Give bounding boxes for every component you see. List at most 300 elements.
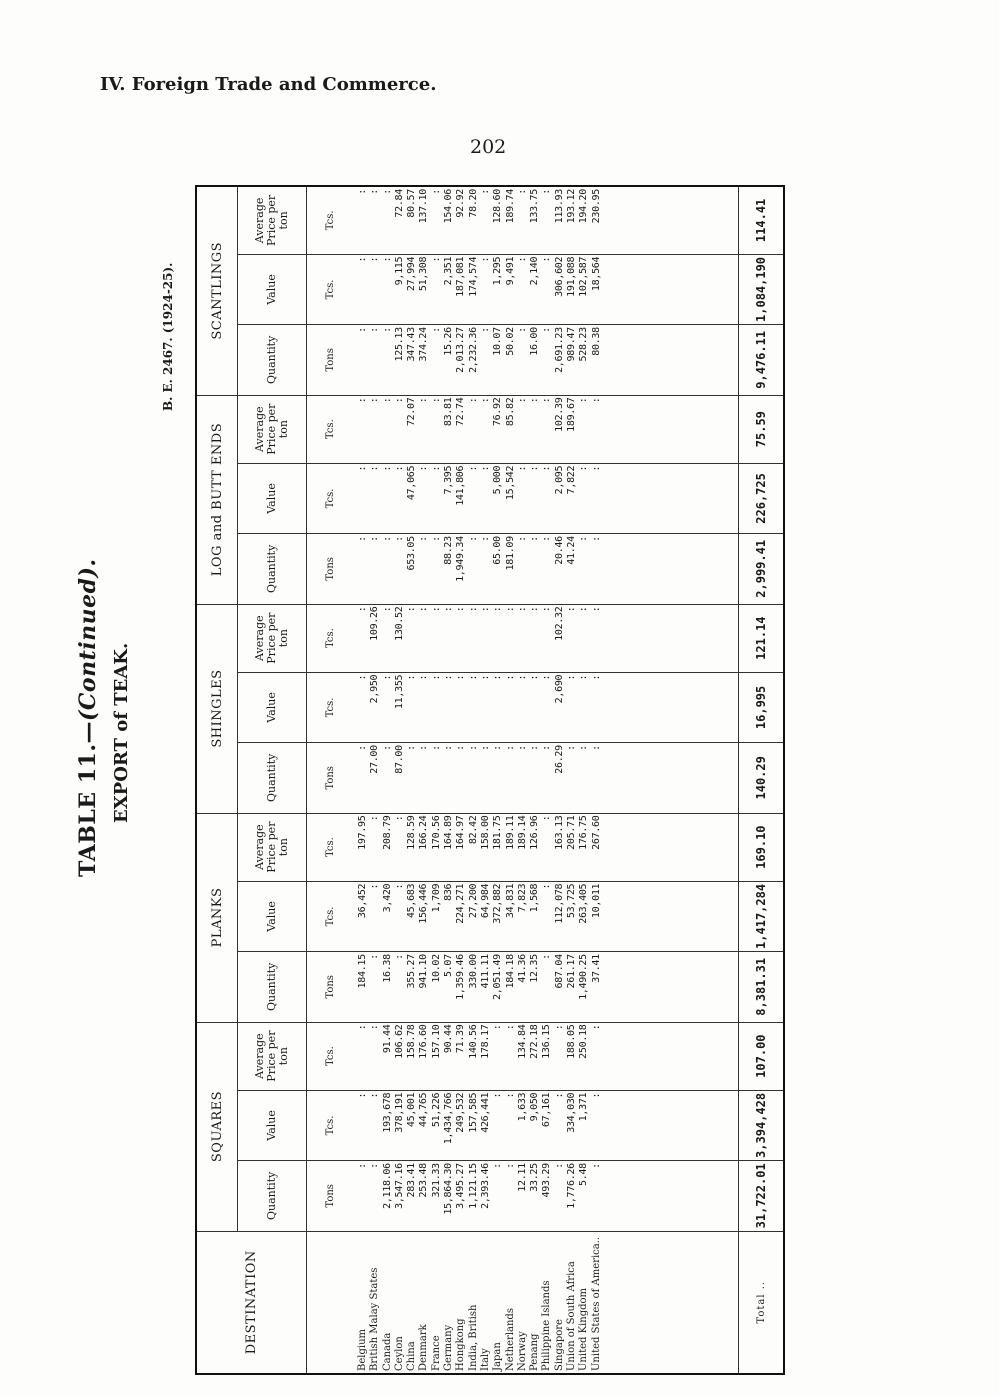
- destination-item: British Malay States: [369, 1267, 381, 1371]
- total-log-quantity: 2,999.41: [739, 534, 785, 604]
- table-cell: 306,602: [553, 256, 565, 297]
- table-cell: 92.92: [455, 189, 467, 218]
- table-cell: :: [492, 1092, 504, 1099]
- table-cell: 188.05: [566, 1024, 578, 1059]
- table-cell: 7,822: [566, 465, 578, 495]
- table-cell: 109.26: [369, 606, 381, 641]
- table-cell: :: [369, 465, 381, 472]
- table-cell: 2,690: [553, 674, 565, 704]
- table-cell: 51,308: [418, 256, 430, 292]
- squares-value-col-header: Value: [238, 1090, 307, 1160]
- table-cell: :: [479, 536, 491, 542]
- table-cell: 90.44: [443, 1024, 455, 1054]
- table-cell: 493.29: [541, 1163, 553, 1198]
- table-cell: :: [369, 954, 381, 960]
- table-title-block: [75, 277, 132, 877]
- table-cell: :: [504, 745, 516, 751]
- table-cell: :: [357, 536, 368, 542]
- table-cell: 7,395: [443, 465, 455, 495]
- destination-item: Penang: [529, 1333, 541, 1371]
- table-cell: 157.10: [430, 1024, 442, 1059]
- table-cell: :: [578, 745, 590, 751]
- table-cell: 76.92: [492, 397, 504, 427]
- table-cell: 334,030: [566, 1092, 578, 1133]
- table-cell: :: [430, 536, 442, 542]
- table-cell: 230.95: [590, 189, 602, 224]
- reference-label: B. E. 2467. (1924-25).: [161, 262, 175, 411]
- table-cell: :: [381, 745, 393, 751]
- table-cell: 189.14: [516, 815, 528, 850]
- table-cell: :: [381, 465, 393, 472]
- table-cell: 65.00: [492, 536, 504, 565]
- table-cell: :: [492, 606, 504, 613]
- table-cell: :: [516, 189, 528, 195]
- table-cell: :: [566, 606, 578, 613]
- table-cell: 5.48: [578, 1163, 590, 1187]
- scantlings-header: SCANTLINGS: [196, 186, 238, 395]
- table-cell: :: [529, 606, 541, 613]
- table-cell: 10.02: [430, 954, 442, 983]
- shingles-quantity-unit: Tons: [307, 743, 354, 813]
- log-butt-value-col-header: Value: [238, 463, 307, 533]
- table-cell: 3,420: [381, 883, 393, 913]
- table-cell: :: [406, 745, 418, 751]
- table-cell: 9,050: [529, 1092, 541, 1122]
- table-cell: 130.52: [393, 606, 405, 641]
- table-cell: :: [369, 1163, 381, 1169]
- table-cell: :: [529, 674, 541, 681]
- table-cell: :: [418, 745, 430, 751]
- table-cell: 26.29: [553, 745, 565, 774]
- table-cell: :: [516, 606, 528, 613]
- table-cell: 113.93: [553, 189, 565, 224]
- total-planks-quantity: 8,381.31: [739, 952, 785, 1022]
- table-cell: 12.11: [516, 1163, 528, 1192]
- table-cell: 267.60: [590, 815, 602, 850]
- table-cell: :: [590, 536, 602, 542]
- table-cell: 3,547.16: [393, 1163, 405, 1209]
- table-cell: :: [406, 674, 418, 681]
- log-butt-avg-unit: Tcs.: [307, 395, 354, 463]
- table-cell: 191,088: [566, 256, 578, 297]
- table-cell: 1,949.34: [455, 536, 467, 582]
- table-cell: 283.41: [406, 1163, 418, 1198]
- log-butt-quantity-column: [353, 534, 739, 604]
- table-cell: 1,359.46: [455, 954, 467, 1000]
- table-cell: 176.60: [418, 1024, 430, 1059]
- table-cell: 72.84: [393, 189, 405, 218]
- table-cell: :: [578, 536, 590, 542]
- table-cell: :: [492, 674, 504, 681]
- shingles-avg-col-header: Average Price per ton: [238, 604, 307, 672]
- table-cell: 208.79: [381, 815, 393, 850]
- table-cell: 128.60: [492, 189, 504, 224]
- total-log-avg: 75.59: [739, 395, 785, 463]
- table-cell: 2,051.49: [492, 954, 504, 1000]
- table-cell: 1,371: [578, 1092, 590, 1122]
- destination-item: Belgium: [357, 1329, 368, 1371]
- table-cell: 1,568: [529, 883, 541, 913]
- table-cell: 941.10: [418, 954, 430, 989]
- table-cell: 189.11: [504, 815, 516, 850]
- table-cell: 16.38: [381, 954, 393, 983]
- table-cell: :: [541, 189, 553, 195]
- destination-item: Italy: [479, 1348, 491, 1371]
- log-butt-avg-column: [353, 395, 739, 463]
- table-cell: 91.44: [381, 1024, 393, 1054]
- table-cell: 178.17: [479, 1024, 491, 1059]
- total-squares-avg: 107.00: [739, 1022, 785, 1090]
- table-cell: 330.00: [467, 954, 479, 989]
- table-cell: 2,118.06: [381, 1163, 393, 1209]
- table-cell: :: [369, 1024, 381, 1031]
- table-cell: 836: [443, 883, 455, 901]
- table-cell: :: [393, 815, 405, 822]
- squares-quantity-col-header: Quantity: [238, 1161, 307, 1231]
- table-cell: :: [541, 815, 553, 822]
- table-cell: 2,393.46: [479, 1163, 491, 1209]
- table-cell: 347.43: [406, 327, 418, 362]
- table-cell: 1,121.15: [467, 1163, 479, 1209]
- table-cell: 205.71: [566, 815, 578, 850]
- destination-item: Japan: [492, 1342, 504, 1371]
- table-cell: 193.12: [566, 189, 578, 224]
- destination-item: Norway: [516, 1331, 528, 1371]
- table-cell: :: [566, 674, 578, 681]
- squares-quantity-unit: Tons: [307, 1161, 354, 1231]
- table-cell: 85.82: [504, 397, 516, 427]
- scantlings-quantity-col-header: Quantity: [238, 325, 307, 395]
- table-cell: 1,434,766: [443, 1092, 455, 1145]
- table-cell: :: [492, 1163, 504, 1169]
- table-cell: 197.95: [357, 815, 368, 850]
- table-cell: 50.02: [504, 327, 516, 356]
- table-cell: :: [393, 536, 405, 542]
- table-cell: 83.81: [443, 397, 455, 427]
- table-cell: 27,200: [467, 883, 479, 919]
- table-cell: 2,232.36: [467, 327, 479, 373]
- table-cell: 45,683: [406, 883, 418, 919]
- table-cell: 136.15: [541, 1024, 553, 1059]
- table-cell: :: [479, 674, 491, 681]
- table-cell: :: [479, 327, 491, 333]
- table-cell: :: [430, 189, 442, 195]
- scantlings-avg-unit: Tcs.: [307, 186, 354, 254]
- total-planks-avg: 169.10: [739, 813, 785, 881]
- table-cell: :: [516, 256, 528, 263]
- table-cell: 261.17: [566, 954, 578, 989]
- table-cell: :: [479, 745, 491, 751]
- table-cell: :: [430, 256, 442, 263]
- table-cell: 154.06: [443, 189, 455, 224]
- destination-item: Singapore: [553, 1319, 565, 1371]
- table-cell: 82.42: [467, 815, 479, 845]
- planks-quantity-col-header: Quantity: [238, 952, 307, 1022]
- table-cell: :: [516, 536, 528, 542]
- table-number: TABLE 11.—: [75, 720, 101, 877]
- table-cell: 37.41: [590, 954, 602, 983]
- table-cell: :: [381, 606, 393, 613]
- table-cell: :: [590, 465, 602, 472]
- squares-header: SQUARES: [196, 1022, 238, 1231]
- table-cell: 78.20: [467, 189, 479, 218]
- section-header: IV. Foreign Trade and Commerce.: [100, 74, 437, 95]
- table-cell: :: [479, 465, 491, 472]
- table-cell: :: [541, 536, 553, 542]
- table-cell: :: [369, 327, 381, 333]
- table-cell: 163.13: [553, 815, 565, 850]
- shingles-header: SHINGLES: [196, 604, 238, 813]
- table-cell: :: [590, 745, 602, 751]
- table-cell: 687.04: [553, 954, 565, 989]
- total-scantlings-quantity: 9,476.11: [739, 325, 785, 395]
- squares-quantity-column: [353, 1161, 739, 1231]
- table-cell: 189.67: [566, 397, 578, 432]
- table-cell: 253.48: [418, 1163, 430, 1198]
- log-butt-quantity-unit: Tons: [307, 534, 354, 604]
- destination-item: China: [406, 1341, 418, 1371]
- table-cell: 2,013.27: [455, 327, 467, 373]
- table-cell: 5.07: [443, 954, 455, 978]
- table-cell: 1,633: [516, 1092, 528, 1122]
- table-cell: :: [467, 465, 479, 472]
- destination-item: Ceylon: [393, 1336, 405, 1371]
- table-cell: :: [541, 465, 553, 472]
- table-cell: :: [504, 606, 516, 613]
- table-cell: 72.74: [455, 397, 467, 427]
- table-cell: :: [418, 606, 430, 613]
- shingles-avg-column: [353, 604, 739, 672]
- table-cell: 372,882: [492, 883, 504, 924]
- table-cell: :: [381, 536, 393, 542]
- table-cell: :: [418, 674, 430, 681]
- table-cell: 164.97: [455, 815, 467, 850]
- table-cell: :: [479, 397, 491, 404]
- table-cell: 80.57: [406, 189, 418, 218]
- table-cell: :: [590, 1163, 602, 1169]
- table-cell: 41.24: [566, 536, 578, 565]
- table-cell: :: [381, 674, 393, 681]
- table-cell: :: [578, 397, 590, 404]
- scantlings-avg-column: [353, 186, 739, 254]
- destination-item: Philippine Islands: [541, 1280, 553, 1371]
- table-cell: :: [541, 954, 553, 960]
- table-cell: :: [516, 327, 528, 333]
- table-cell: :: [516, 397, 528, 404]
- table-cell: :: [357, 606, 368, 613]
- destination-item: France: [430, 1335, 442, 1371]
- table-cell: 7,823: [516, 883, 528, 913]
- table-cell: :: [369, 536, 381, 542]
- table-cell: :: [504, 1024, 516, 1031]
- table-cell: 170.56: [430, 815, 442, 850]
- table-cell: :: [479, 606, 491, 613]
- table-cell: :: [369, 256, 381, 263]
- total-scantlings-avg: 114.41: [739, 186, 785, 254]
- shingles-value-col-header: Value: [238, 672, 307, 742]
- unit-blank: [307, 1231, 354, 1374]
- log-butt-value-unit: Tcs.: [307, 463, 354, 533]
- table-cell: 45,001: [406, 1092, 418, 1128]
- planks-avg-column: [353, 813, 739, 881]
- table-cell: 11,355: [393, 674, 405, 710]
- table-cell: 15.26: [443, 327, 455, 356]
- planks-avg-col-header: Average Price per ton: [238, 813, 307, 881]
- table-cell: :: [418, 536, 430, 542]
- destination-header: DESTINATION: [196, 1231, 307, 1374]
- destination-list: [353, 1231, 739, 1374]
- log-butt-value-column: [353, 463, 739, 533]
- destination-item: Hongkong: [455, 1318, 467, 1371]
- total-scantlings-value: 1,084,190: [739, 254, 785, 324]
- table-cell: 224,271: [455, 883, 467, 924]
- table-cell: 18,564: [590, 256, 602, 292]
- planks-quantity-unit: Tons: [307, 952, 354, 1022]
- table-cell: 249,532: [455, 1092, 467, 1133]
- destination-item: Canada: [381, 1332, 393, 1371]
- table-cell: :: [443, 606, 455, 613]
- table-cell: 2,950: [369, 674, 381, 704]
- table-subtitle: EXPORT of TEAK.: [111, 642, 132, 823]
- table-cell: 137.10: [418, 189, 430, 224]
- table-cell: :: [553, 1092, 565, 1099]
- table-cell: :: [357, 1163, 368, 1169]
- table-cell: :: [516, 465, 528, 472]
- destination-item: Denmark: [418, 1324, 430, 1371]
- table-cell: 71.39: [455, 1024, 467, 1054]
- table-cell: :: [467, 606, 479, 613]
- table-cell: :: [578, 606, 590, 613]
- total-shingles-quantity: 140.29: [739, 743, 785, 813]
- table-cell: 16.00: [529, 327, 541, 356]
- table-cell: 156,446: [418, 883, 430, 924]
- table-cell: 3,495.27: [455, 1163, 467, 1209]
- scantlings-value-column: [353, 254, 739, 324]
- table-cell: 184.15: [357, 954, 368, 989]
- table-cell: :: [479, 256, 491, 263]
- table-cell: 64,984: [479, 883, 491, 919]
- table-cell: :: [393, 397, 405, 404]
- table-cell: 263,405: [578, 883, 590, 924]
- table-cell: :: [553, 1024, 565, 1031]
- table-title: [75, 277, 101, 877]
- table-cell: :: [553, 1163, 565, 1169]
- table-cell: :: [381, 189, 393, 195]
- table-cell: 34,831: [504, 883, 516, 919]
- table-cell: :: [504, 1163, 516, 1169]
- squares-value-unit: Tcs.: [307, 1090, 354, 1160]
- table-cell: :: [357, 1092, 368, 1099]
- shingles-quantity-column: [353, 743, 739, 813]
- destination-item: Germany: [443, 1324, 455, 1371]
- table-cell: 141,806: [455, 465, 467, 506]
- table-cell: :: [578, 465, 590, 472]
- table-cell: :: [467, 536, 479, 542]
- destination-item: Netherlands: [504, 1308, 516, 1371]
- table-cell: :: [590, 1092, 602, 1099]
- table-cell: :: [430, 327, 442, 333]
- table-cell: :: [504, 1092, 516, 1099]
- table-cell: :: [430, 397, 442, 404]
- total-label: Total ..: [739, 1231, 785, 1374]
- table-cell: 653.05: [406, 536, 418, 571]
- table-cell: :: [516, 674, 528, 681]
- table-cell: 193,678: [381, 1092, 393, 1133]
- table-cell: 41.36: [516, 954, 528, 983]
- table-cell: :: [430, 674, 442, 681]
- planks-quantity-column: [353, 952, 739, 1022]
- table-cell: 374.24: [418, 327, 430, 362]
- table-cell: 125.13: [393, 327, 405, 362]
- table-cell: :: [492, 1024, 504, 1031]
- table-cell: :: [541, 327, 553, 333]
- table-cell: :: [443, 745, 455, 751]
- scantlings-value-unit: Tcs.: [307, 254, 354, 324]
- table-cell: :: [541, 606, 553, 613]
- destination-item: Union of South Africa: [566, 1261, 578, 1371]
- table-cell: 2,140: [529, 256, 541, 286]
- table-cell: 9,491: [504, 256, 516, 286]
- table-cell: 189.74: [504, 189, 516, 224]
- total-log-value: 226,725: [739, 463, 785, 533]
- table-cell: 1,776.26: [566, 1163, 578, 1209]
- table-cell: 128.59: [406, 815, 418, 850]
- table-cell: 2,095: [553, 465, 565, 495]
- table-cell: 15,542: [504, 465, 516, 501]
- table-cell: 10.07: [492, 327, 504, 356]
- table-cell: :: [541, 745, 553, 751]
- table-cell: 102,587: [578, 256, 590, 297]
- table-cell: :: [529, 745, 541, 751]
- total-shingles-value: 16,995: [739, 672, 785, 742]
- table-cell: 272.18: [529, 1024, 541, 1059]
- scantlings-quantity-column: [353, 325, 739, 395]
- rotated-table-wrapper: [75, 185, 785, 1375]
- table-cell: 5,000: [492, 465, 504, 495]
- table-cell: :: [529, 397, 541, 404]
- table-continued: (Continued).: [75, 558, 101, 721]
- table-cell: :: [455, 674, 467, 681]
- table-cell: :: [590, 397, 602, 404]
- table-cell: 15,864.30: [443, 1163, 455, 1215]
- log-butt-avg-col-header: Average Price per ton: [238, 395, 307, 463]
- total-squares-quantity: 31,722.01: [739, 1161, 785, 1231]
- table-cell: 80.38: [590, 327, 602, 356]
- table-cell: :: [357, 745, 368, 751]
- teak-export-table: [195, 185, 785, 1375]
- table-cell: 158.78: [406, 1024, 418, 1059]
- total-planks-value: 1,417,284: [739, 881, 785, 951]
- table-cell: :: [590, 606, 602, 613]
- table-cell: 181.09: [504, 536, 516, 571]
- table-cell: :: [369, 883, 381, 890]
- table-cell: 102.32: [553, 606, 565, 641]
- destination-item: United States of America..: [590, 1236, 602, 1371]
- table-cell: :: [381, 256, 393, 263]
- shingles-quantity-col-header: Quantity: [238, 743, 307, 813]
- table-cell: :: [357, 189, 368, 195]
- table-cell: 181.75: [492, 815, 504, 850]
- table-cell: 194.20: [578, 189, 590, 224]
- table-cell: 1,709: [430, 883, 442, 913]
- table-cell: 378,191: [393, 1092, 405, 1133]
- table-cell: :: [430, 606, 442, 613]
- table-cell: :: [369, 815, 381, 822]
- table-cell: 158.00: [479, 815, 491, 850]
- table-cell: :: [516, 745, 528, 751]
- table-cell: :: [369, 189, 381, 195]
- table-cell: 10,011: [590, 883, 602, 919]
